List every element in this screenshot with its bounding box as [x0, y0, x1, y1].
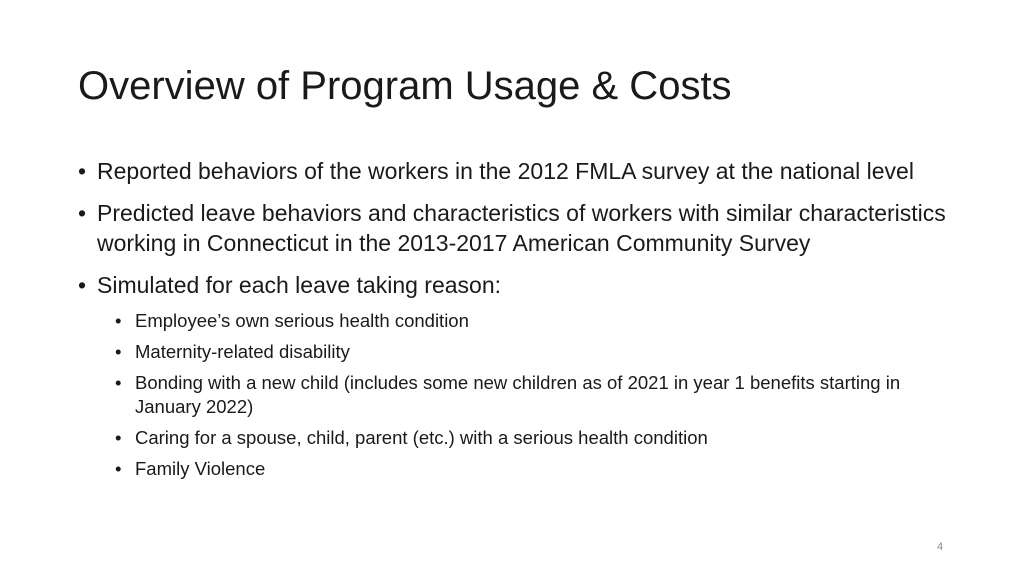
bullet-label: Simulated for each leave taking reason:	[97, 272, 502, 298]
bullet-item-with-subitems	[78, 270, 958, 481]
sub-bullet-list	[97, 309, 958, 481]
bullet-list	[78, 156, 958, 481]
sub-bullet-item: • Caring for a spouse, child, parent (etc.) with a serious health condition	[115, 426, 958, 450]
slide-content	[78, 156, 958, 493]
bullet-item: • Predicted leave behaviors and characteristics of workers with similar characteristics working in Connecticut in the 2013-2017 American Community Survey	[78, 198, 958, 258]
sub-bullet-item: • Bonding with a new child (includes some new children as of 2021 in year 1 benefits starting in January 2022)	[115, 371, 958, 419]
page-number: 4	[937, 541, 944, 553]
sub-bullet-item: • Maternity-related disability	[115, 340, 958, 364]
slide-title: Overview of Program Usage & Costs	[78, 64, 732, 108]
bullet-item: • Reported behaviors of the workers in the 2012 FMLA survey at the national level	[78, 156, 958, 186]
sub-bullet-item: • Family Violence	[115, 457, 958, 481]
sub-bullet-item: • Employee’s own serious health condition	[115, 309, 958, 333]
